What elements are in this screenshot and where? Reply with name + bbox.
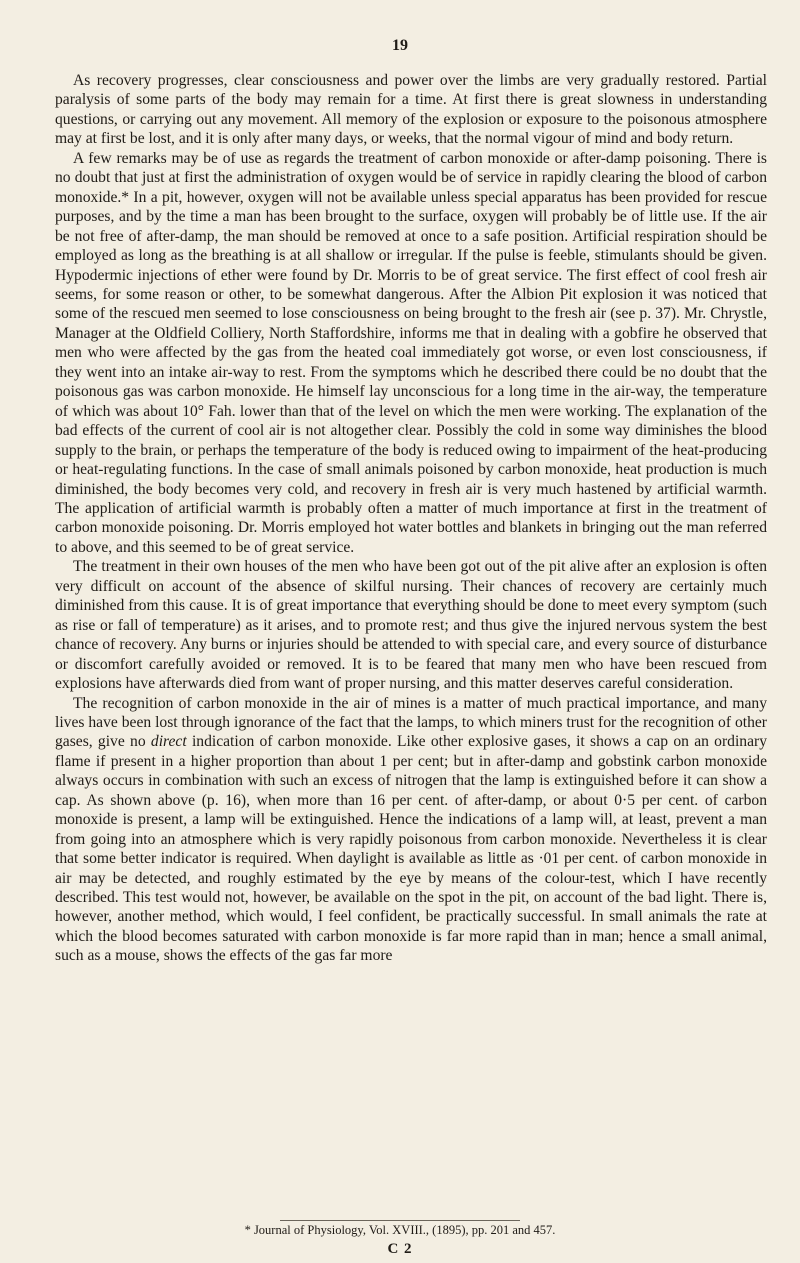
paragraph-home-nursing: The treatment in their own houses of the men who have been got out of the pit alive after an explosion is often very difficult on account of the absence of skilful nursing. Their chances of recovery are certainly much diminished from this cause. It is of great importance that everything should be done to meet every symptom (such as rise or fall of temperature) as it arises, and to promote rest; and thus give the injured nervous system the best chance of recovery. Any burns or injuries should be attended to with special care, and every source of disturbance or discomfort carefully avoided or removed. It is to be feared that many men who have been rescued from explosions have afterwards died from want of proper nursing, and this matter deserves careful consideration. [55,558,767,693]
paragraph-recognition [55,694,767,966]
footnote-divider [280,1220,520,1221]
signature-mark: C 2 [387,1241,413,1257]
italic-direct: direct [150,733,187,751]
body-text [55,71,767,966]
recognition-text-start: The recognition of carbon monoxide in the air of mines is a matter of much practical importance, and many lives have been lost through ignorance of the fact that the lamps, to which miners trust for the recognition of other gases, give no [55,694,767,751]
footnote: * Journal of Physiology, Vol. XVIII., (1895), pp. 201 and 457. [244,1223,556,1237]
recognition-text-end: indication of carbon monoxide. Like other explosive gases, it shows a cap on an ordinary flame if present in a higher proportion than about 1 per cent; but in after-damp and gobstink carbon monoxide always occurs in combination with such an excess of nitrogen that the lamp is extinguished before it can show a cap. As shown above (p. 16), when more than 16 per cent. of after-damp, or about 0·5 per cent. of carbon monoxide is present, a lamp will be extinguished. Hence the indications of a lamp will, at least, prevent a man from going into an atmosphere which is very rapidly poisonous from carbon monoxide. Nevertheless it is clear that some better indicator is required. When daylight is available as little as ·01 per cent. of carbon monoxide in air may be detected, and roughly estimated by the eye by means of the colour-test, which I have recently described. This test would not, however, be available on the spot in the pit, on account of the bad light. There is, however, another method, which would, I feel confident, be practically successful. In small animals the rate at which the blood becomes saturated with carbon monoxide is far more rapid than in man; hence a small animal, such as a mouse, shows the effects of the gas far more [55,733,767,965]
page-number: 19 [392,37,408,54]
paragraph-treatment: A few remarks may be of use as regards the treatment of carbon monoxide or after-damp poisoning. There is no doubt that just at first the administration of oxygen would be of service in rapidly clearing the blood of carbon monoxide.* In a pit, however, oxygen will not be available unless special apparatus has been provided for rescue purposes, and by the time a man has been brought to the surface, oxygen will probably be of little use. If the air be not free of after-damp, the man should be removed at once to a safe position. Artificial respiration should be employed as long as the breathing is at all shallow or irregular. If the pulse is feeble, stimulants should be given. Hypodermic injections of ether were found by Dr. Morris to be of great service. The first effect of cool fresh air seems, for some reason or other, to be somewhat dangerous. After the Albion Pit explosion it was noticed that some of the rescued men seemed to lose consciousness on being brought to the fresh air (see p. 37). Mr. Chrystle, Manager at the Oldfield Colliery, North Staffordshire, informs me that in dealing with a gobfire he observed that men who were affected by the gas from the heated coal immediately got worse, or even lost consciousness, if they went into an intake air-way to rest. From the symptoms which he described there could be no doubt that the poisonous gas was carbon monoxide. He himself lay unconscious for a long time in the air-way, the temperature of which was about 10° Fah. lower than that of the level on which the men were working. The explanation of the bad effects of the current of cool air is not altogether clear. Possibly the cold in some way diminishes the blood supply to the brain, or perhaps the temperature of the body is reduced owing to impairment of the heat-producing or heat-regulating functions. In the case of small animals poisoned by carbon monoxide, heat production is much diminished, the body becomes very cold, and recovery in fresh air is very much hastened by artificial warmth. The application of artificial warmth is probably often a matter of much importance at first in the treatment of carbon monoxide poisoning. Dr. Morris employed hot water bottles and blankets in bringing out the man referred to above, and this seemed to be of great service. [55,149,767,556]
paragraph-recovery: As recovery progresses, clear consciousness and power over the limbs are very gradually restored. Partial paralysis of some parts of the body may remain for a time. At first there is great slowness in understanding questions, or carrying out any movement. All memory of the explosion or exposure to the poisonous atmosphere may at first be lost, and it is only after many days, or weeks, that the normal vigour of mind and body return. [55,72,767,148]
